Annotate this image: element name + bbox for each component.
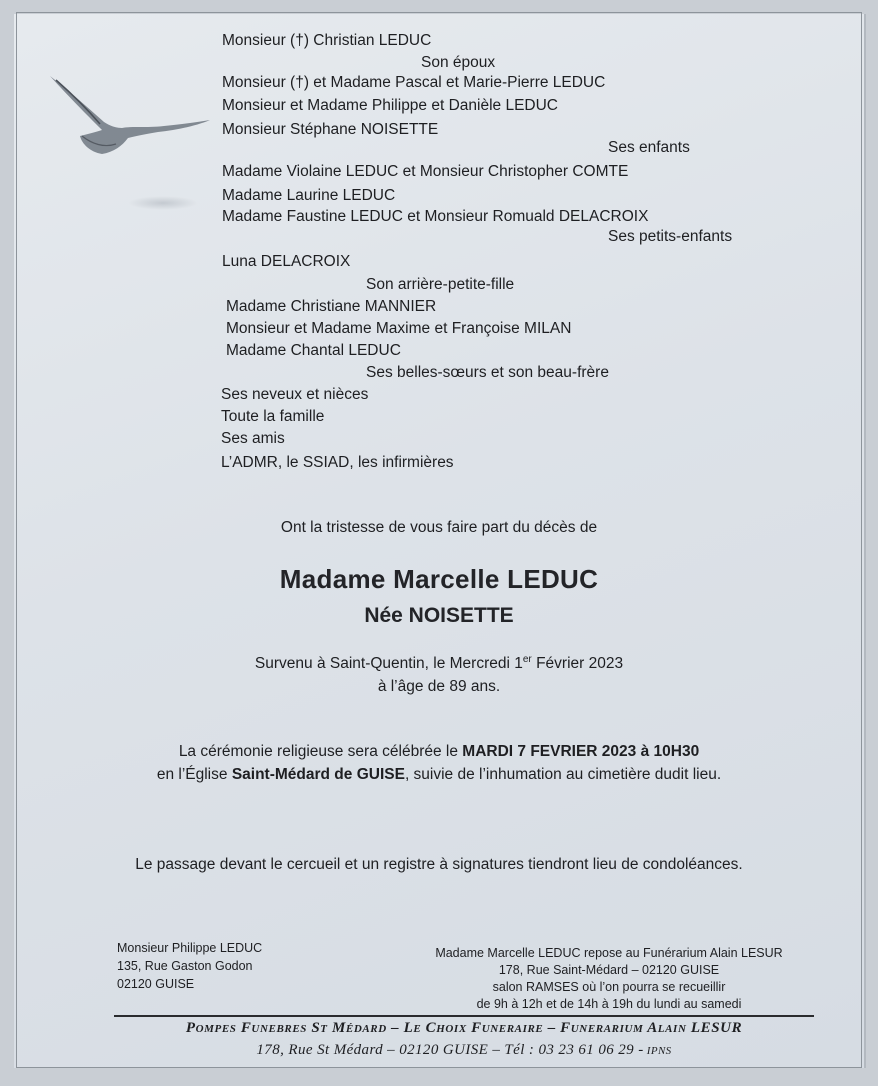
family-line: Monsieur et Madame Maxime et Françoise MILAN — [226, 320, 572, 337]
maiden-name: Née NOISETTE — [364, 604, 514, 627]
relation-label: Son arrière-petite-fille — [366, 276, 515, 293]
church-name: Saint-Médard de GUISE — [231, 766, 405, 783]
address-line: 135, Rue Gaston Godon — [117, 959, 253, 973]
family-line: Monsieur (†) Christian LEDUC — [222, 32, 432, 49]
deceased-name: Madame Marcelle LEDUC — [279, 564, 599, 594]
intro-line: Ont la tristesse de vous faire part du décès de — [280, 519, 598, 536]
family-line: Madame Faustine LEDUC et Monsieur Romuald DELACROIX — [222, 208, 649, 225]
ceremony-text: , suivie de l’inhumation au cimetière dudit lieu. — [404, 766, 722, 783]
dove-icon — [46, 72, 214, 162]
age-line: à l’âge de 89 ans. — [377, 678, 501, 695]
family-line: Madame Christiane MANNIER — [226, 298, 437, 315]
footer-rule — [114, 1015, 814, 1017]
funeral-home-line: 178, Rue Saint-Médard – 02120 GUISE — [498, 963, 720, 977]
family-line: Ses amis — [221, 430, 285, 447]
footer-company: Pompes Funebres St Médard – Le Choix Funeraire – Funerarium Alain LESUR — [185, 1020, 743, 1036]
relation-label: Son époux — [421, 54, 496, 71]
family-line: Madame Chantal LEDUC — [226, 342, 401, 359]
ceremony-line-2 — [0, 764, 878, 786]
footer-contact — [114, 1042, 814, 1059]
ceremony-date: MARDI 7 FEVRIER 2023 à 10H30 — [462, 743, 700, 760]
family-line: Ses neveux et nièces — [221, 386, 369, 403]
family-line: Madame Laurine LEDUC — [222, 187, 396, 204]
family-line: Madame Violaine LEDUC et Monsieur Christopher COMTE — [222, 163, 629, 180]
address-line: Monsieur Philippe LEDUC — [117, 941, 263, 955]
footer-ipns: IPNS — [643, 1045, 672, 1057]
ceremony-line-1 — [0, 741, 878, 763]
family-line: L’ADMR, le SSIAD, les infirmières — [221, 454, 454, 471]
footer-address: 178, Rue St Médard – 02120 GUISE – Tél : 03 23 61 06 29 - — [256, 1042, 644, 1058]
condolences-line: Le passage devant le cercueil et un registre à signatures tiendront lieu de condoléances. — [135, 856, 743, 873]
cloud-decoration — [128, 196, 198, 210]
family-line: Luna DELACROIX — [222, 253, 351, 270]
ceremony-text: en l’Église — [156, 766, 232, 783]
funeral-home-line: Madame Marcelle LEDUC repose au Funérarium Alain LESUR — [435, 946, 783, 960]
family-line: Toute la famille — [221, 408, 325, 425]
relation-label: Ses petits-enfants — [608, 228, 733, 245]
funeral-home-line: de 9h à 12h et de 14h à 19h du lundi au samedi — [476, 997, 742, 1011]
funeral-home-line: salon RAMSES où l’on pourra se recueillir — [492, 980, 726, 994]
family-line: Monsieur et Madame Philippe et Danièle LEDUC — [222, 97, 558, 114]
death-line — [0, 654, 878, 673]
family-line: Monsieur Stéphane NOISETTE — [222, 121, 439, 138]
death-line-date: Février 2023 — [531, 655, 624, 673]
death-line-superscript: er — [522, 654, 532, 665]
ceremony-text: La cérémonie religieuse sera célébrée le — [178, 743, 463, 760]
family-line: Monsieur (†) et Madame Pascal et Marie-Pierre LEDUC — [222, 74, 606, 91]
death-line-text: Survenu à Saint-Quentin, le Mercredi 1 — [254, 655, 523, 673]
relation-label: Ses belles-sœurs et son beau-frère — [366, 364, 609, 381]
address-line: 02120 GUISE — [117, 977, 195, 991]
relation-label: Ses enfants — [608, 139, 690, 156]
